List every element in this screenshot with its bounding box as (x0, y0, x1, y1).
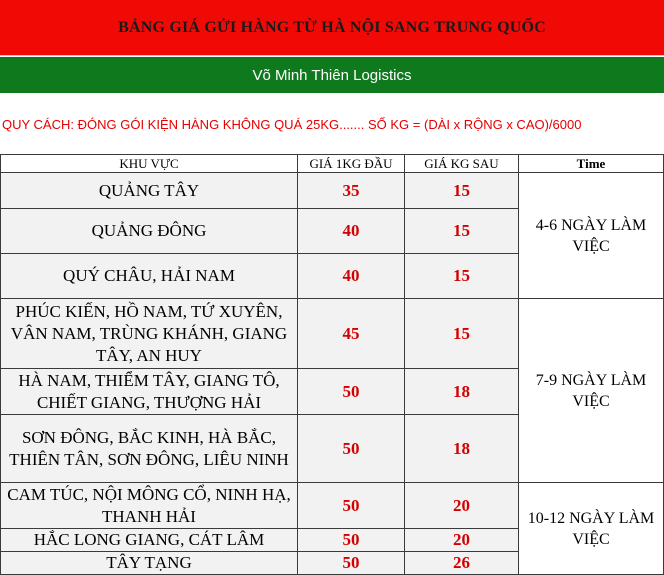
next-kg-price: 15 (405, 209, 519, 254)
next-kg-price: 20 (405, 483, 519, 529)
delivery-time: 4-6 NGÀY LÀM VIỆC (519, 173, 664, 299)
region-cell: SƠN ĐÔNG, BẮC KINH, HÀ BẮC, THIÊN TÂN, SƠN ĐÔNG, LIÊU NINH (1, 415, 298, 483)
region-cell: PHÚC KIẾN, HỒ NAM, TỨ XUYÊN, VÂN NAM, TRÙNG KHÁNH, GIANG TÂY, AN HUY (1, 299, 298, 369)
first-kg-price: 50 (298, 552, 405, 575)
header-next-kg: GIÁ KG SAU (405, 155, 519, 173)
first-kg-price: 50 (298, 529, 405, 552)
delivery-time: 10-12 NGÀY LÀM VIỆC (519, 483, 664, 575)
region-cell: QUẢNG ĐÔNG (1, 209, 298, 254)
next-kg-price: 15 (405, 299, 519, 369)
region-cell: QUẢNG TÂY (1, 173, 298, 209)
region-cell: HÀ NAM, THIỂM TÂY, GIANG TÔ, CHIẾT GIANG, THƯỢNG HẢI (1, 369, 298, 415)
region-cell: QUÝ CHÂU, HẢI NAM (1, 254, 298, 299)
next-kg-price: 18 (405, 369, 519, 415)
next-kg-price: 18 (405, 415, 519, 483)
table-row (1, 483, 664, 529)
region-cell: TÂY TẠNG (1, 552, 298, 575)
table-row (1, 299, 664, 369)
first-kg-price: 50 (298, 415, 405, 483)
first-kg-price: 40 (298, 209, 405, 254)
first-kg-price: 40 (298, 254, 405, 299)
header-time: Time (519, 155, 664, 173)
page-title: BẢNG GIÁ GỬI HÀNG TỪ HÀ NỘI SANG TRUNG QUỐC (0, 0, 664, 56)
price-table (0, 154, 664, 575)
table-header-row (1, 155, 664, 173)
next-kg-price: 15 (405, 254, 519, 299)
first-kg-price: 45 (298, 299, 405, 369)
first-kg-price: 50 (298, 483, 405, 529)
company-name: Võ Minh Thiên Logistics (0, 57, 664, 93)
table-row (1, 173, 664, 209)
packing-spec: QUY CÁCH: ĐÓNG GÓI KIỆN HÀNG KHÔNG QUÁ 25KG....... SỐ KG = (DÀI x RỘNG x CAO)/6000 (2, 116, 582, 132)
header-first-kg: GIÁ 1KG ĐẦU (298, 155, 405, 173)
region-cell: CAM TÚC, NỘI MÔNG CỔ, NINH HẠ, THANH HẢI (1, 483, 298, 529)
next-kg-price: 26 (405, 552, 519, 575)
first-kg-price: 35 (298, 173, 405, 209)
region-cell: HẮC LONG GIANG, CÁT LÂM (1, 529, 298, 552)
header-region: KHU VỰC (1, 155, 298, 173)
first-kg-price: 50 (298, 369, 405, 415)
next-kg-price: 20 (405, 529, 519, 552)
next-kg-price: 15 (405, 173, 519, 209)
delivery-time: 7-9 NGÀY LÀM VIỆC (519, 299, 664, 483)
